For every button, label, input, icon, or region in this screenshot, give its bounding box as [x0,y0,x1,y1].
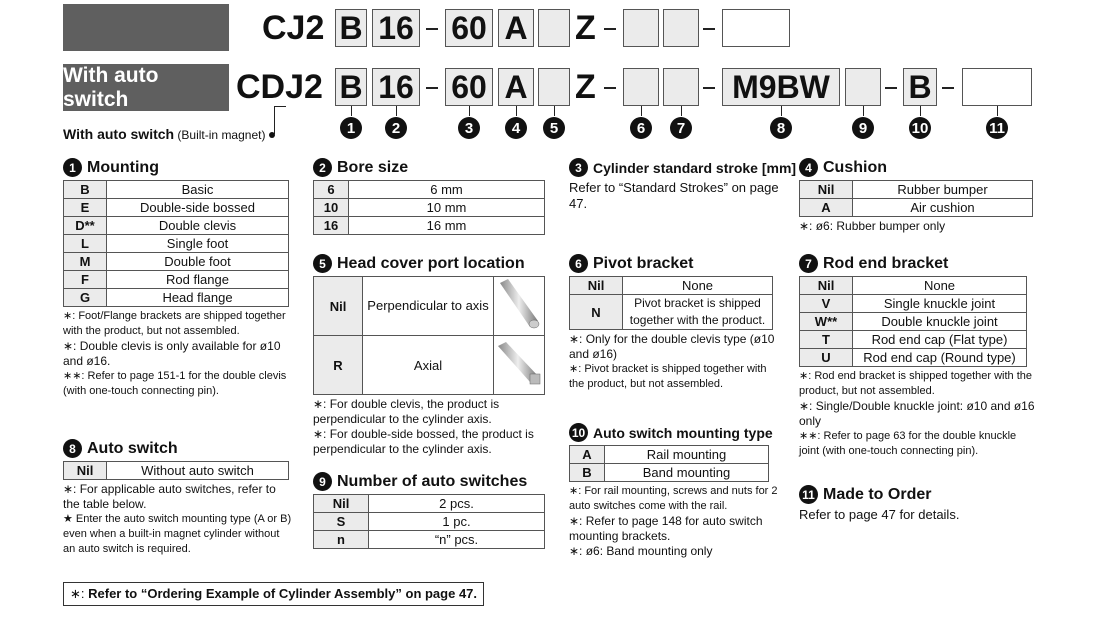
code-box-rodend-r1 [663,9,699,47]
section-title: Head cover port location [337,254,525,272]
connector [516,106,517,116]
cell: V [800,295,853,313]
note: ∗: For applicable auto switches, refer to the table below. [63,482,276,511]
dash [604,87,616,89]
code-box-port [538,68,570,106]
cell: 1 pc. [369,513,545,531]
number-2-icon: 2 [313,158,332,177]
note: ∗: Single/Double knuckle joint: ø10 and ø16 only [799,399,1035,428]
table-row [64,235,289,253]
cushion-table [799,180,1033,217]
number-3-icon: 3 [569,158,588,177]
code-box-stroke: 60 [445,68,493,106]
rod-axial-icon [494,336,544,390]
connector [920,106,921,116]
mount-type-table [569,445,769,482]
number-10-icon: 10 [569,423,588,442]
cell: Nil [800,277,853,295]
cell: Nil [800,181,853,199]
number-4-badge: 4 [505,117,527,139]
caption-bold: With auto switch [63,126,175,142]
number-2-badge: 2 [385,117,407,139]
section-title: Auto switch mounting type [593,424,773,441]
pivot-table [569,276,773,330]
code-box-port-r1 [538,9,570,47]
rod-end-notes [799,369,1039,459]
model-code-cdj2: CDJ2 [236,68,323,106]
table-row [64,181,289,199]
table-row [64,253,289,271]
code-box-num-switches [845,68,881,106]
note: ∗: ø6: Rubber bumper only [799,219,946,233]
code-box-mount-type: B [903,68,937,106]
auto-switch-table [63,461,289,480]
code-box-bore: 16 [372,68,420,106]
cell: 6 [314,181,349,199]
cell: 10 [314,199,349,217]
connector [863,106,864,116]
cushion-note [799,219,1039,234]
section-made-to-order [799,485,1039,523]
note: ∗∗: Refer to page 151-1 for the double clevis (with one-touch connecting pin). [63,370,287,397]
cell: Rod end cap (Round type) [853,349,1027,367]
code-box-auto-switch: M9BW [722,68,840,106]
cell: Nil [64,462,107,480]
note: ∗: ø6: Band mounting only [569,544,713,558]
code-box-bore-r1: 16 [372,9,420,47]
head-cover-notes [313,397,553,457]
axial-image-cell [494,336,545,395]
code-box-mounting: B [335,68,367,106]
cell: W** [800,313,853,331]
cell: Rail mounting [605,446,769,464]
section-title: Number of auto switches [337,472,528,490]
table-row [800,313,1027,331]
table-row [314,513,545,531]
code-box-cushion-r1: A [498,9,534,47]
bullet-dot-icon [269,132,275,138]
cell: 6 mm [349,181,545,199]
table-row [800,331,1027,349]
cell: Perpendicular to axis [363,277,494,336]
table-row [800,349,1027,367]
cell: B [64,181,107,199]
number-6-icon: 6 [569,254,588,273]
cell: A [800,199,853,217]
cell: E [64,199,107,217]
dash [703,28,715,30]
table-row [64,462,289,480]
with-auto-switch-caption [63,126,275,142]
section-number-of-switches [313,472,553,549]
cell: L [64,235,107,253]
note: ∗: Double clevis is only available for ø10 and ø16. [63,339,281,368]
connector [469,106,470,116]
section-cushion [799,158,1039,234]
rod-perpendicular-icon [494,277,544,331]
cell: N [570,295,623,330]
code-box-rodend [663,68,699,106]
model-code-cj2: CJ2 [262,9,325,47]
ordering-example-reference [63,582,484,606]
note: ∗: For double-side bossed, the product is perpendicular to the cylinder axis. [313,427,534,456]
section-pivot-bracket [569,254,784,392]
connector [641,106,642,116]
note: ∗: For rail mounting, screws and nuts for 2 auto switches come with the rail. [569,485,778,512]
cell: U [800,349,853,367]
table-row [800,295,1027,313]
section-title: Mounting [87,158,159,176]
number-9-badge: 9 [852,117,874,139]
code-box-mto-r1 [722,9,790,47]
note: ★ Enter the auto switch mounting type (A or B) even when a built-in magnet cylinder without an auto switch is required. [63,513,292,555]
table-row [314,336,545,395]
note: ∗: Refer to page 148 for auto switch mounting brackets. [569,514,763,543]
cell: Single knuckle joint [853,295,1027,313]
mto-text: Refer to page 47 for details. [799,507,960,522]
code-box-pivot-r1 [623,9,659,47]
cell: Rod flange [107,271,289,289]
section-rod-end-bracket [799,254,1039,459]
table-row [570,464,769,482]
auto-switch-notes [63,482,293,557]
number-6-badge: 6 [630,117,652,139]
section-title: Auto switch [87,439,178,457]
section-title: Rod end bracket [823,254,949,272]
number-11-icon: 11 [799,485,818,504]
cell: n [314,531,369,549]
table-row [800,199,1033,217]
stroke-text: Refer to “Standard Strokes” on page 47. [569,180,779,211]
cell: Rubber bumper [853,181,1033,199]
number-1-icon: 1 [63,158,82,177]
section-mounting [63,158,293,399]
pivot-notes [569,332,784,392]
dash [426,28,438,30]
table-row [64,217,289,235]
section-bore-size [313,158,548,235]
table-row [800,277,1027,295]
cell: G [64,289,107,307]
section-title: Pivot bracket [593,254,694,272]
num-switch-table [313,494,545,549]
cell: Pivot bracket is shipped together with the product. [623,295,773,330]
cell: Nil [570,277,623,295]
code-box-cushion: A [498,68,534,106]
table-row [314,531,545,549]
code-z-r1: Z [575,9,596,47]
section-stroke [569,158,797,212]
note: ∗: Rod end bracket is shipped together with the product, but not assembled. [799,370,1033,397]
cell: None [853,277,1027,295]
head-cover-table [313,276,545,395]
dash [942,87,954,89]
number-5-badge: 5 [543,117,565,139]
number-4-icon: 4 [799,158,818,177]
dash [604,28,616,30]
rod-end-table [799,276,1027,367]
table-row [314,181,545,199]
connector [781,106,782,116]
cell: Without auto switch [107,462,289,480]
table-row [64,289,289,307]
table-row [64,199,289,217]
number-5-icon: 5 [313,254,332,273]
cell: T [800,331,853,349]
connector [997,106,998,116]
cell: Nil [314,277,363,336]
note: ∗: Foot/Flange brackets are shipped together with the product, but not assembled. [63,310,286,337]
number-3-badge: 3 [458,117,480,139]
section-head-cover-port [313,254,553,457]
number-7-icon: 7 [799,254,818,273]
number-8-icon: 8 [63,439,82,458]
bore-table [313,180,545,235]
cell: Rod end cap (Flat type) [853,331,1027,349]
cell: 16 [314,217,349,235]
number-9-icon: 9 [313,472,332,491]
cell: Nil [314,495,369,513]
with-auto-switch-label: With auto switch [63,64,229,111]
table-row [314,199,545,217]
cell: 16 mm [349,217,545,235]
table-row [314,277,545,336]
connector [554,106,555,116]
table-row [314,217,545,235]
note: ∗: Pivot bracket is shipped together with the product, but not assembled. [569,363,767,390]
cell: Head flange [107,289,289,307]
code-box-stroke-r1: 60 [445,9,493,47]
table-row [570,295,773,330]
cell: Double clevis [107,217,289,235]
cell: Double foot [107,253,289,271]
cell: M [64,253,107,271]
dash [885,87,897,89]
cell: 2 pcs. [369,495,545,513]
section-title: Made to Order [823,485,932,503]
connector [396,106,397,116]
section-auto-switch [63,439,293,557]
connector [351,106,352,116]
cell: Air cushion [853,199,1033,217]
code-box-mounting-r1: B [335,9,367,47]
cell: 10 mm [349,199,545,217]
mount-type-notes [569,484,784,559]
footer-prefix: ∗: [70,586,89,601]
table-row [64,271,289,289]
table-row [800,181,1033,199]
cell: A [570,446,605,464]
number-11-badge: 11 [986,117,1008,139]
cell: B [570,464,605,482]
section-title: Cylinder standard stroke [mm] [593,159,797,176]
cell: R [314,336,363,395]
note: ∗: For double clevis, the product is perpendicular to the cylinder axis. [313,397,500,426]
code-box-mto [962,68,1032,106]
section-mounting-type [569,423,784,559]
code-box-pivot [623,68,659,106]
cell: Basic [107,181,289,199]
section-title: Bore size [337,158,409,176]
note: ∗∗: Refer to page 63 for the double knuckle joint (with one-touch connecting pin). [799,430,1017,457]
cell: None [623,277,773,295]
cell: D** [64,217,107,235]
cell: Double knuckle joint [853,313,1027,331]
note: ∗: Only for the double clevis type (ø10 and ø16) [569,332,775,361]
number-7-badge: 7 [670,117,692,139]
cell: “n” pcs. [369,531,545,549]
mounting-table [63,180,289,307]
connector [681,106,682,116]
table-row [314,495,545,513]
number-8-badge: 8 [770,117,792,139]
table-row [570,277,773,295]
header-blank-box [63,4,229,51]
table-row [570,446,769,464]
cell: S [314,513,369,531]
number-10-badge: 10 [909,117,931,139]
mounting-notes [63,309,293,399]
footer-text: Refer to “Ordering Example of Cylinder Assembly” on page 47. [88,586,478,601]
connector [274,106,286,107]
cell: Axial [363,336,494,395]
cell: Band mounting [605,464,769,482]
section-title: Cushion [823,158,887,176]
cell: Double-side bossed [107,199,289,217]
dash [426,87,438,89]
dash [703,87,715,89]
cell: F [64,271,107,289]
caption-rest: (Built-in magnet) [174,128,266,142]
perpendicular-image-cell [494,277,545,336]
number-1-badge: 1 [340,117,362,139]
cell: Single foot [107,235,289,253]
code-z: Z [575,68,596,106]
